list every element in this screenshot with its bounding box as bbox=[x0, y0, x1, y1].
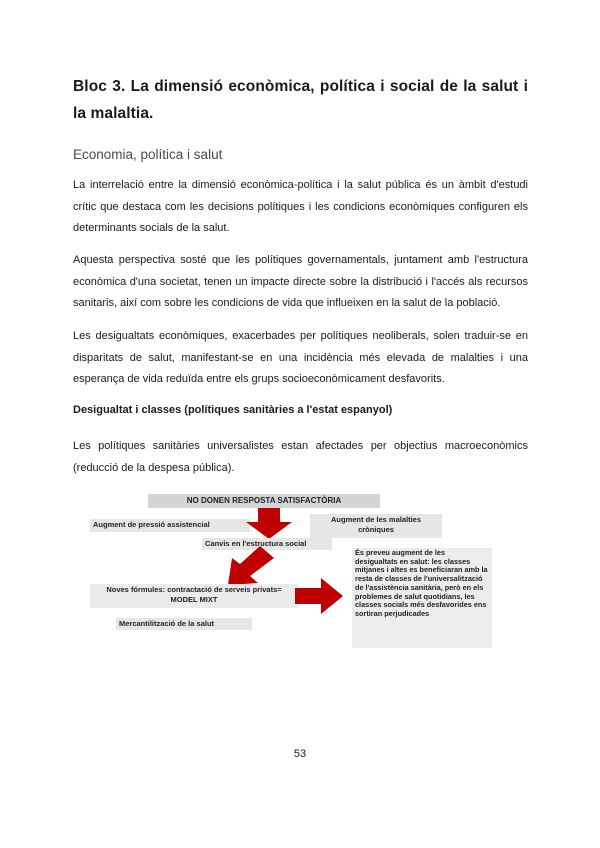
diagram-inequalities-box: És preveu augment de les desigualtats en salut: les classes mitjanes i altes es beneficiaran amb la resta de classes de l'universalització de l'assistència sanitària, però en els problemes de salut quotidians, les classes socials més desfavorides ens sortiran perjudicades bbox=[352, 548, 492, 648]
block-heading: Bloc 3. La dimensió econòmica, política i social de la salut i la malaltia. bbox=[73, 78, 528, 122]
paragraph-2: Aquesta perspectiva sosté que les polítiques governamentals, juntament amb l'estructura econòmica d'una societat, tenen un impacte directe sobre la distribució i l'accés als recursos sanitaris, així com sobre les condicions de vida que influeixen en la salut de la població. bbox=[73, 254, 528, 309]
diagonal-arrow-icon bbox=[226, 546, 276, 586]
right-arrow-icon bbox=[295, 578, 345, 614]
paragraph-1: La interrelació entre la dimensió econòmica-política i la salut pública és un àmbit d'estudi crític que destaca com les decisions polítiques i les condicions econòmiques configuren els determinants socials de la salut. bbox=[73, 179, 528, 234]
diagram-mercantilization-box: Mercantilització de la salut bbox=[116, 618, 252, 630]
diagram-chronic-box: Augment de les malalties cròniques bbox=[310, 514, 442, 538]
paragraph-3: Les desigualtats econòmiques, exacerbades per polítiques neoliberals, solen traduir-se en disparitats de salut, manifestant-se en una incidència més elevada de malalties i una esperança de vida reduïda entre els grups socioeconòmicament desfavorits. bbox=[73, 330, 528, 385]
diagram-structure-box: Canvis en l'estructura social bbox=[202, 538, 332, 550]
diagram-formulas-box: Noves fórmules: contractació de serveis privats= MODEL MIXT bbox=[90, 584, 298, 608]
subheading: Desigualtat i classes (polítiques sanitàries a l'estat espanyol) bbox=[73, 404, 393, 416]
down-arrow-icon bbox=[244, 508, 294, 540]
section-title: Economia, política i salut bbox=[73, 147, 223, 162]
paragraph-4: Les polítiques sanitàries universalistes estan afectades per objectius macroeconòmics (reducció de la despesa pública). bbox=[73, 440, 528, 474]
diagram-pressure-box: Augment de pressió assistencial bbox=[90, 519, 250, 532]
page-number: 53 bbox=[293, 748, 307, 760]
diagram-top-box: NO DONEN RESPOSTA SATISFACTÒRIA bbox=[148, 494, 380, 508]
diagram bbox=[90, 494, 492, 650]
